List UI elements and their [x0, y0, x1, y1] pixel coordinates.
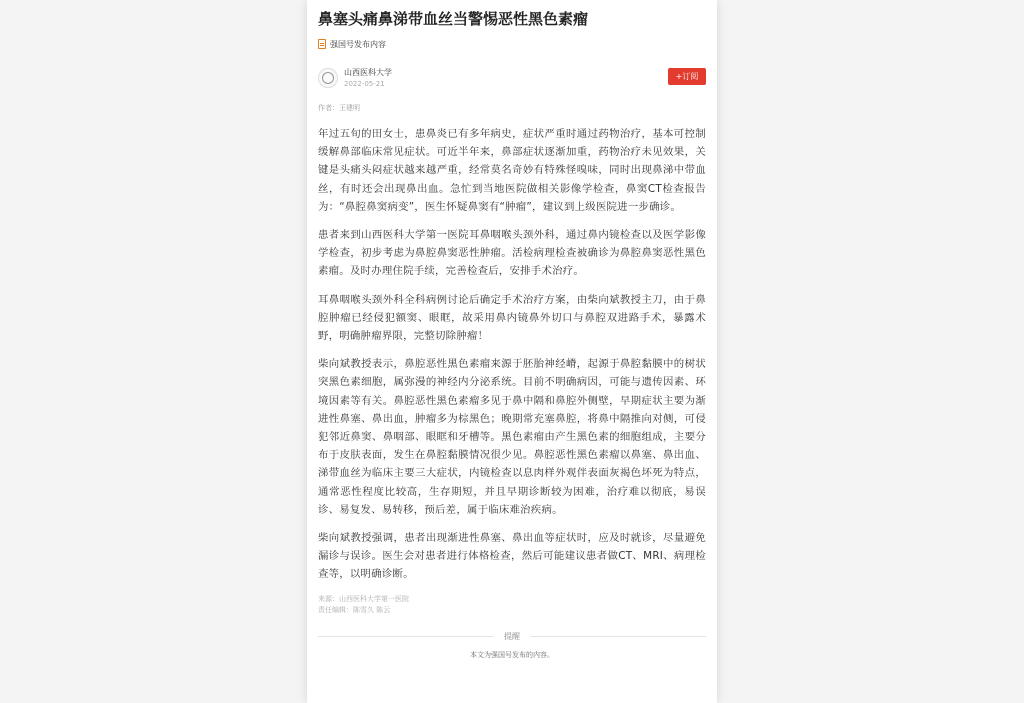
divider-line [318, 636, 494, 637]
notice-title: 提醒 [504, 631, 520, 641]
notice-text: 本文为强国号发布的内容。 [470, 650, 554, 659]
paragraph: 年过五旬的田女士，患鼻炎已有多年病史，症状严重时通过药物治疗，基本可控制缓解鼻部临床常见症状。可近半年来，鼻部症状逐渐加重，药物治疗未见效果，关键是头痛头闷症状越来越严重，经常莫名奇妙有特殊怪嗅味，同时出现鼻涕中带血丝，有时还会出现鼻出血。急忙到当地医院做相关影像学检查，鼻窦CT检查报告为：“鼻腔鼻窦病变”，医生怀疑鼻窦有“肿瘤”，建议到上级医院进一步确诊。 [318, 128, 706, 213]
author-name[interactable]: 山西医科大学 [344, 67, 392, 77]
byline: 作者：王建明 [318, 104, 360, 112]
editor-text: 责任编辑：陈雪久 陈云 [318, 605, 391, 614]
publisher-tag-label: 强国号发布内容 [330, 39, 386, 49]
avatar[interactable] [318, 68, 338, 88]
paragraph: 耳鼻咽喉头颈外科全科病例讨论后确定手术治疗方案，由柴向斌教授主刀，由于鼻腔肿瘤已经侵犯额窦、眼眶，故采用鼻内镜鼻外切口与鼻腔双进路手术，暴露术野，明确肿瘤界限，完整切除肿瘤！ [318, 293, 706, 343]
paragraph: 柴向斌教授强调，患者出现渐进性鼻塞、鼻出血等症状时，应及时就诊，尽量避免漏诊与误诊。医生会对患者进行体格检查，然后可能建议患者做CT、MRI、病理检查等，以明确诊断。 [318, 532, 706, 581]
author-info [344, 68, 392, 89]
divider-line [530, 636, 706, 637]
university-logo-icon [322, 72, 334, 84]
paragraph: 柴向斌教授表示，鼻腔恶性黑色素瘤来源于胚胎神经嵴，起源于鼻腔黏膜中的树状突黑色素细胞，属弥漫的神经内分泌系统。目前不明确病因，可能与遗传因素、环境因素等有关。鼻腔恶性黑色素瘤多见于鼻中隔和鼻腔外侧壁，早期症状主要为渐进性鼻塞、鼻出血，肿瘤多为棕黑色；晚期常充塞鼻腔，将鼻中隔推向对侧，可侵犯邻近鼻窦、鼻咽部、眼眶和牙槽等。黑色素瘤由产生黑色素的细胞组成，主要分布于皮肤表面，发生在鼻腔黏膜情况很少见。鼻腔恶性黑色素瘤以鼻塞、鼻出血、涕带血丝为临床主要三大症状，内镜检查以息肉样外观伴表面灰褐色坏死为特点，通常恶性程度比较高，生存期短，并且早期诊断较为困难，治疗难以彻底，易误诊、易复发、易转移，预后差，属于临床难治疾病。 [318, 358, 706, 516]
article-title: 鼻塞头痛鼻涕带血丝当警惕恶性黑色素瘤 [318, 10, 589, 28]
article-body [318, 125, 706, 584]
source-text: 来源：山西医科大学第一医院 [318, 594, 409, 603]
article-meta [318, 594, 706, 616]
publisher-tag [318, 37, 706, 51]
subscribe-button[interactable]: +订阅 [668, 68, 706, 85]
author-row [318, 66, 706, 90]
notice-divider [318, 631, 706, 642]
document-icon [318, 39, 326, 49]
paragraph: 患者来到山西医科大学第一医院耳鼻咽喉头颈外科，通过鼻内镜检查以及医学影像学检查，初步考虑为鼻腔鼻窦恶性肿瘤。活检病理检查被确诊为鼻腔鼻窦恶性黑色素瘤。及时办理住院手续，完善检查后，安排手术治疗。 [318, 229, 706, 278]
article-page [307, 0, 717, 703]
publish-date: 2022-05-21 [344, 79, 385, 88]
